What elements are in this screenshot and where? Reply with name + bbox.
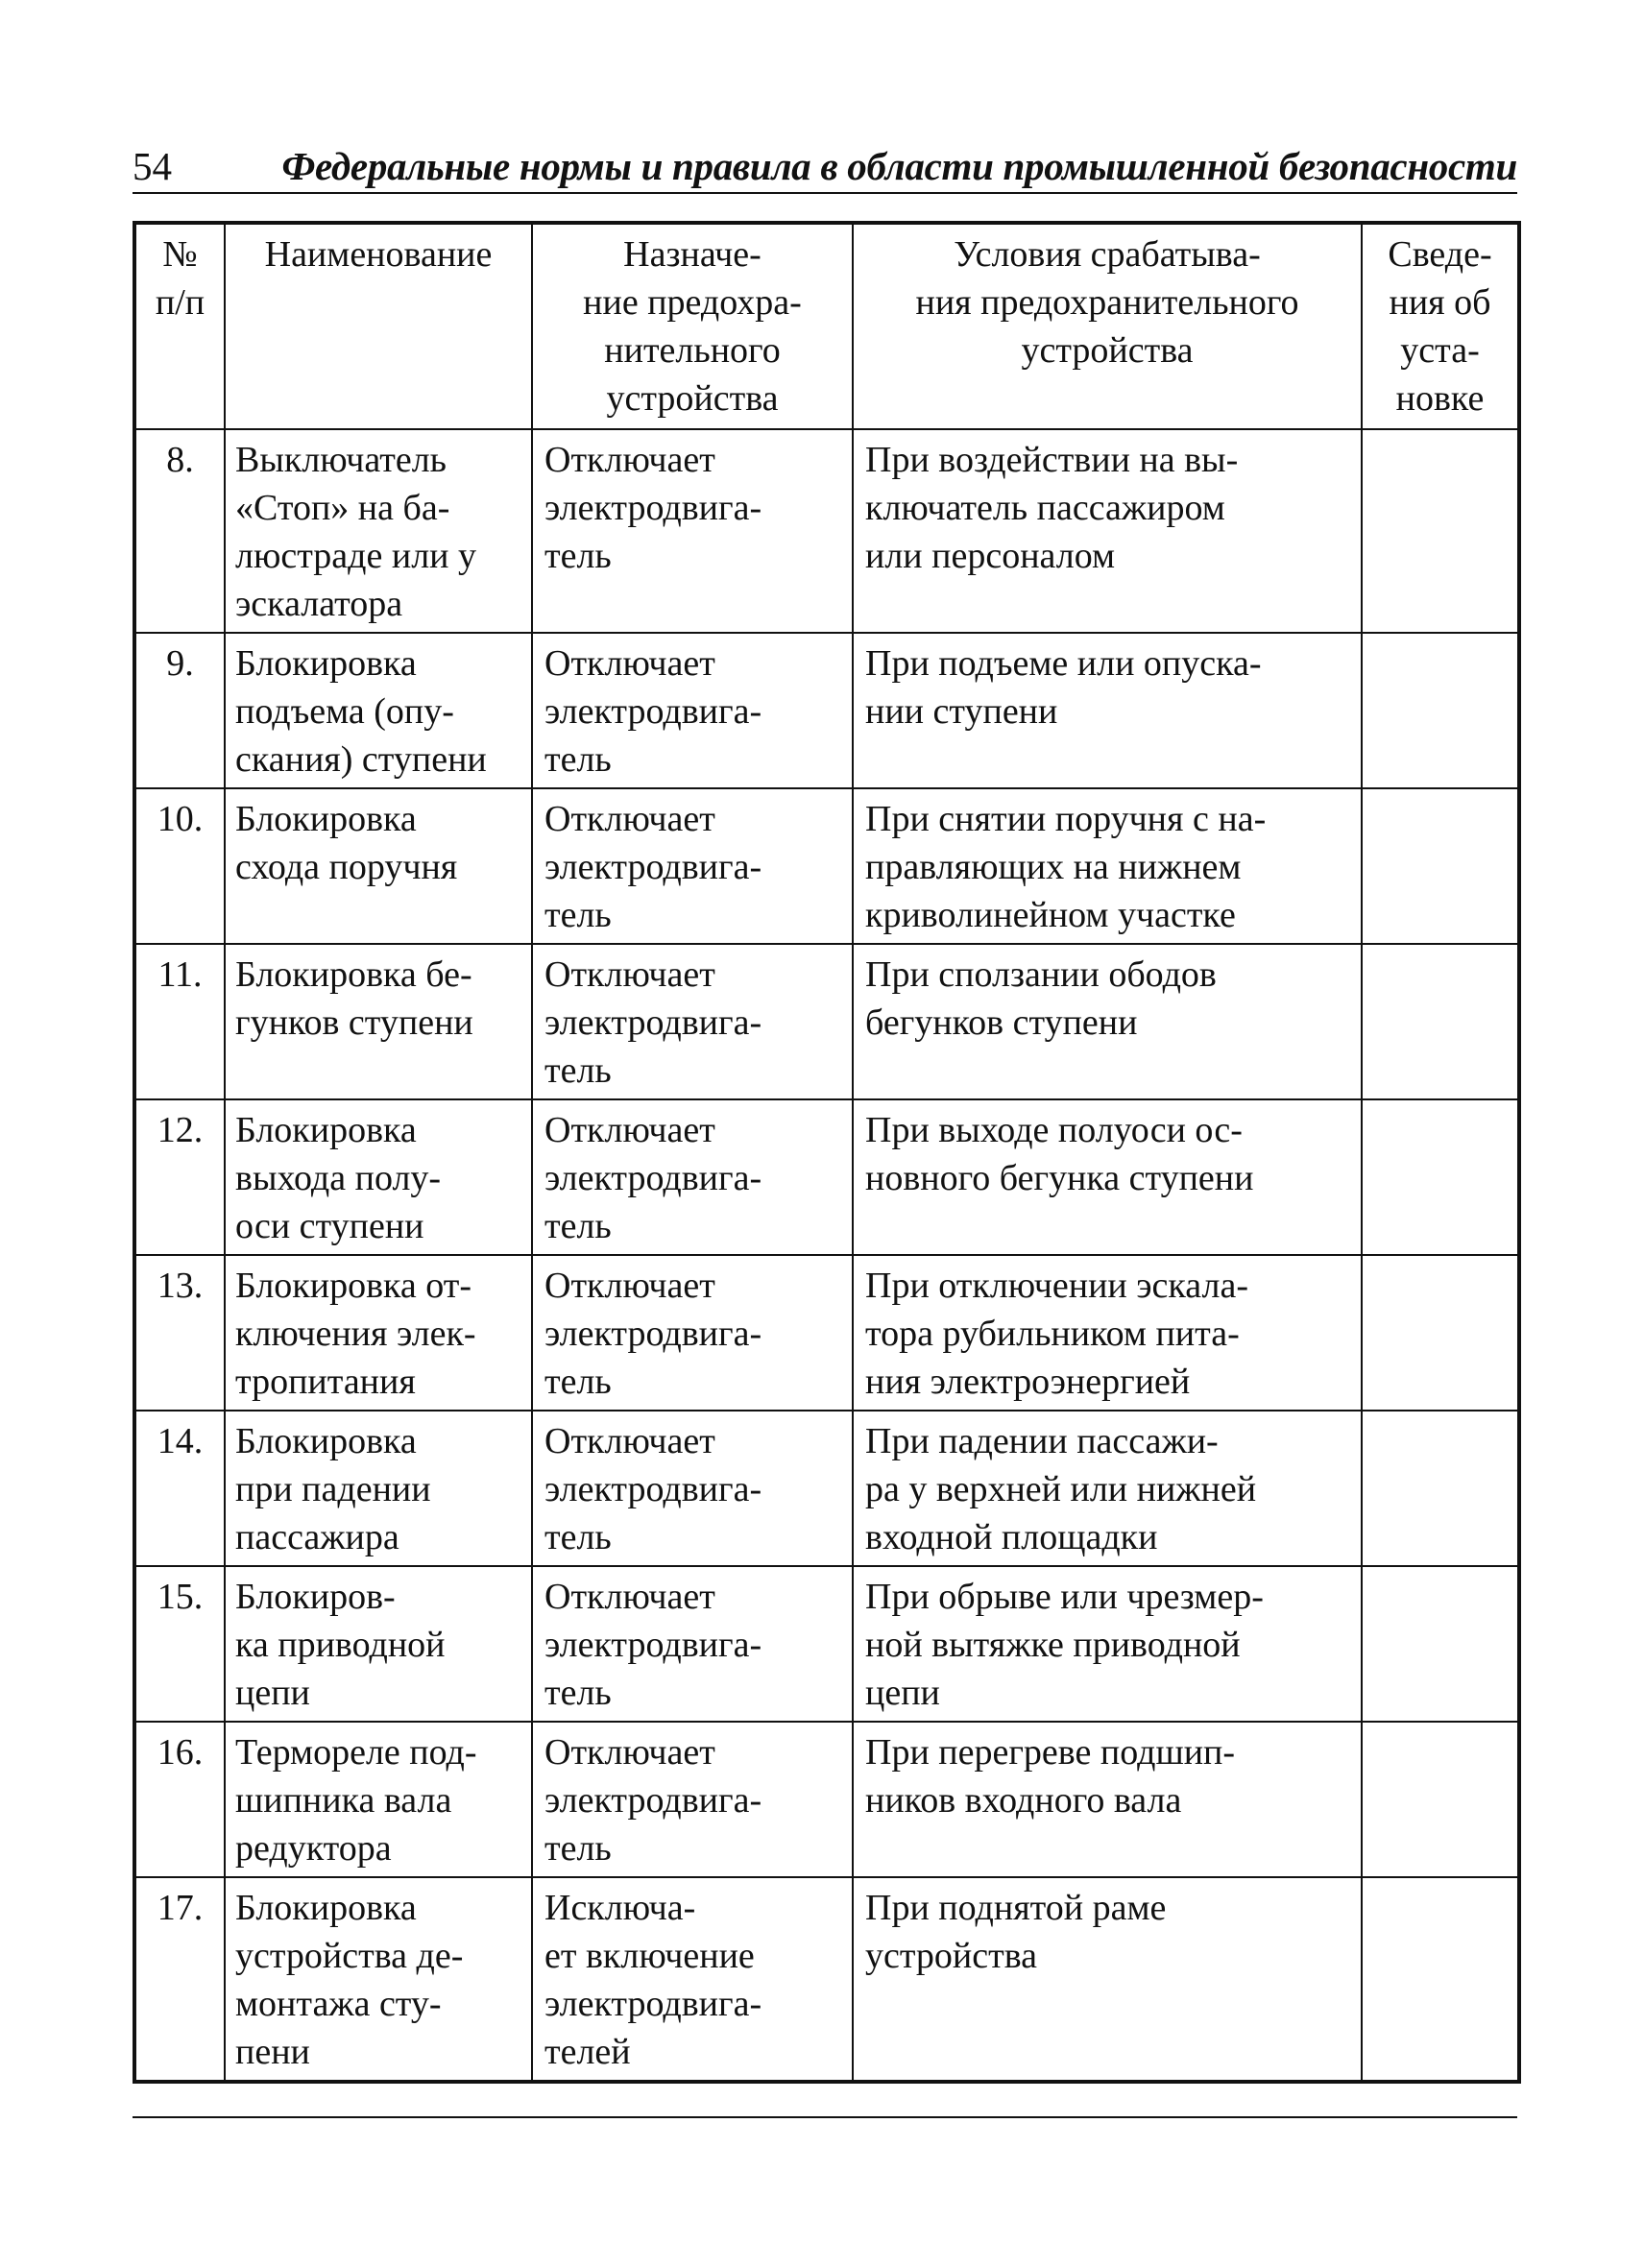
trigger-conditions-cell <box>853 1411 1362 1566</box>
trigger-conditions-cell-line: криволинейном участке <box>865 895 1236 935</box>
table-row <box>134 788 1519 944</box>
page-number: 54 <box>133 144 172 188</box>
device-name-cell-line: схода поручня <box>235 847 458 887</box>
device-purpose-cell-line: Отключает <box>544 1421 715 1461</box>
column-header-info <box>1362 223 1519 429</box>
trigger-conditions-cell-line: бегунков ступени <box>865 1002 1138 1043</box>
device-purpose-cell-line: телей <box>544 2032 631 2072</box>
device-purpose-cell <box>532 1411 853 1566</box>
device-purpose-cell-line: электродвига- <box>544 1002 762 1043</box>
device-purpose-cell-line: тель <box>544 1206 612 1246</box>
device-purpose-cell-line: Отключает <box>544 1266 715 1306</box>
column-header-conditions-line: ния предохранительного <box>915 282 1299 323</box>
trigger-conditions-cell-line: При обрыве или чрезмер- <box>865 1577 1264 1617</box>
trigger-conditions-cell-line: нии ступени <box>865 691 1058 732</box>
table-header-row <box>134 223 1519 429</box>
trigger-conditions-cell-line: новного бегунка ступени <box>865 1158 1254 1198</box>
table-row <box>134 1566 1519 1722</box>
device-name-cell-line: оси ступени <box>235 1206 424 1246</box>
device-name-cell <box>225 944 532 1099</box>
table-row <box>134 1099 1519 1255</box>
device-purpose-cell-line: электродвига- <box>544 488 762 528</box>
table-header <box>134 223 1519 429</box>
device-purpose-cell-line: Отключает <box>544 799 715 839</box>
device-name-cell-line: Блокировка <box>235 799 417 839</box>
device-name-cell-line: «Стоп» на ба- <box>235 488 450 528</box>
column-header-info-line: уста- <box>1400 330 1480 371</box>
device-purpose-cell <box>532 1722 853 1877</box>
device-purpose-cell-line: электродвига- <box>544 691 762 732</box>
row-number-cell: 11. <box>134 944 225 1099</box>
column-header-purpose-line: нительного <box>604 330 781 371</box>
row-number-cell: 10. <box>134 788 225 944</box>
trigger-conditions-cell-line: устройства <box>865 1936 1038 1976</box>
column-header-info-line: Сведе- <box>1388 234 1492 275</box>
device-name-cell <box>225 1566 532 1722</box>
device-purpose-cell-line: электродвига- <box>544 1780 762 1821</box>
trigger-conditions-cell <box>853 1566 1362 1722</box>
installation-info-cell <box>1362 1255 1519 1411</box>
device-purpose-cell-line: Отключает <box>544 1110 715 1150</box>
device-name-cell-line: шипника вала <box>235 1780 452 1821</box>
device-purpose-cell-line: Исключа- <box>544 1888 696 1928</box>
device-name-cell-line: Блокиров- <box>235 1577 396 1617</box>
trigger-conditions-cell-line: или персоналом <box>865 536 1116 576</box>
device-purpose-cell <box>532 944 853 1099</box>
column-header-name-line: Наименование <box>264 234 493 275</box>
device-name-cell-line: скания) ступени <box>235 739 487 780</box>
column-header-purpose <box>532 223 853 429</box>
trigger-conditions-cell-line: При отключении эскала- <box>865 1266 1248 1306</box>
installation-info-cell <box>1362 788 1519 944</box>
device-purpose-cell-line: электродвига- <box>544 1984 762 2024</box>
device-purpose-cell-line: Отключает <box>544 1577 715 1617</box>
device-purpose-cell-line: тель <box>544 1050 612 1091</box>
device-purpose-cell-line: электродвига- <box>544 1314 762 1354</box>
trigger-conditions-cell-line: При воздействии на вы- <box>865 440 1239 480</box>
device-name-cell <box>225 788 532 944</box>
device-name-cell <box>225 1877 532 2082</box>
row-number-cell: 14. <box>134 1411 225 1566</box>
device-purpose-cell <box>532 1255 853 1411</box>
trigger-conditions-cell-line: ной вытяжке приводной <box>865 1625 1241 1665</box>
trigger-conditions-cell-line: входной площадки <box>865 1517 1158 1557</box>
device-name-cell-line: люстраде или у <box>235 536 476 576</box>
trigger-conditions-cell-line: При выходе полуоси ос- <box>865 1110 1243 1150</box>
device-name-cell-line: Блокировка от- <box>235 1266 472 1306</box>
column-header-number <box>134 223 225 429</box>
trigger-conditions-cell <box>853 788 1362 944</box>
device-name-cell-line: ключения элек- <box>235 1314 476 1354</box>
device-purpose-cell-line: электродвига- <box>544 1625 762 1665</box>
table-row <box>134 1255 1519 1411</box>
column-header-number-line: № <box>162 234 198 275</box>
device-name-cell-line: пени <box>235 2032 310 2072</box>
device-name-cell-line: Блокировка <box>235 1110 417 1150</box>
table-row <box>134 1722 1519 1877</box>
trigger-conditions-cell-line: правляющих на нижнем <box>865 847 1242 887</box>
device-name-cell <box>225 1722 532 1877</box>
device-purpose-cell-line: Отключает <box>544 1732 715 1773</box>
device-purpose-cell-line: Отключает <box>544 954 715 995</box>
installation-info-cell <box>1362 429 1519 633</box>
safety-devices-table <box>133 221 1521 2084</box>
row-number-cell: 12. <box>134 1099 225 1255</box>
device-purpose-cell-line: тель <box>544 1517 612 1557</box>
column-header-purpose-line: устройства <box>606 378 779 419</box>
trigger-conditions-cell-line: тора рубильником пита- <box>865 1314 1240 1354</box>
device-name-cell-line: выхода полу- <box>235 1158 442 1198</box>
column-header-conditions-line: Условия срабатыва- <box>954 234 1261 275</box>
trigger-conditions-cell <box>853 633 1362 788</box>
column-header-name <box>225 223 532 429</box>
trigger-conditions-cell-line: ников входного вала <box>865 1780 1182 1821</box>
device-name-cell <box>225 429 532 633</box>
trigger-conditions-cell-line: При подъеме или опуска- <box>865 643 1262 684</box>
trigger-conditions-cell-line: При перегреве подшип- <box>865 1732 1236 1773</box>
device-name-cell-line: Блокировка <box>235 1888 417 1928</box>
column-header-purpose-line: Назначе- <box>623 234 762 275</box>
device-name-cell <box>225 1099 532 1255</box>
device-purpose-cell-line: тель <box>544 1673 612 1713</box>
trigger-conditions-cell <box>853 1255 1362 1411</box>
installation-info-cell <box>1362 633 1519 788</box>
trigger-conditions-cell-line: ра у верхней или нижней <box>865 1469 1257 1509</box>
device-purpose-cell <box>532 1566 853 1722</box>
trigger-conditions-cell-line: цепи <box>865 1673 940 1713</box>
device-purpose-cell <box>532 1099 853 1255</box>
trigger-conditions-cell-line: При снятии поручня с на- <box>865 799 1267 839</box>
device-purpose-cell-line: Отключает <box>544 440 715 480</box>
device-purpose-cell <box>532 429 853 633</box>
device-purpose-cell-line: тель <box>544 895 612 935</box>
device-purpose-cell-line: тель <box>544 1828 612 1869</box>
trigger-conditions-cell <box>853 944 1362 1099</box>
installation-info-cell <box>1362 1411 1519 1566</box>
column-header-info-line: ния об <box>1389 282 1491 323</box>
table-row <box>134 944 1519 1099</box>
trigger-conditions-cell <box>853 1099 1362 1255</box>
table-row <box>134 429 1519 633</box>
device-purpose-cell-line: тель <box>544 536 612 576</box>
device-name-cell-line: эскалатора <box>235 584 403 624</box>
trigger-conditions-cell <box>853 429 1362 633</box>
device-name-cell-line: Блокировка <box>235 643 417 684</box>
trigger-conditions-cell-line: ния электроэнергией <box>865 1362 1191 1402</box>
device-name-cell-line: устройства де- <box>235 1936 464 1976</box>
row-number-cell: 9. <box>134 633 225 788</box>
device-name-cell-line: цепи <box>235 1673 310 1713</box>
column-header-number-line: п/п <box>155 282 206 323</box>
table-row <box>134 1411 1519 1566</box>
table-row <box>134 633 1519 788</box>
device-purpose-cell-line: тель <box>544 1362 612 1402</box>
device-purpose-cell-line: электродвига- <box>544 1158 762 1198</box>
installation-info-cell <box>1362 1566 1519 1722</box>
device-purpose-cell-line: ет включение <box>544 1936 755 1976</box>
device-name-cell-line: гунков ступени <box>235 1002 473 1043</box>
device-purpose-cell-line: электродвига- <box>544 1469 762 1509</box>
trigger-conditions-cell-line: При поднятой раме <box>865 1888 1167 1928</box>
device-name-cell-line: при падении <box>235 1469 431 1509</box>
installation-info-cell <box>1362 1722 1519 1877</box>
device-name-cell <box>225 1255 532 1411</box>
footer-rule <box>133 2116 1517 2118</box>
table-row <box>134 1877 1519 2082</box>
device-name-cell-line: Термореле под- <box>235 1732 477 1773</box>
column-header-info-line: новке <box>1395 378 1485 419</box>
device-name-cell-line: монтажа сту- <box>235 1984 442 2024</box>
installation-info-cell <box>1362 1099 1519 1255</box>
column-header-conditions <box>853 223 1362 429</box>
device-purpose-cell-line: электродвига- <box>544 847 762 887</box>
row-number-cell: 8. <box>134 429 225 633</box>
row-number-cell: 16. <box>134 1722 225 1877</box>
device-purpose-cell-line: тель <box>544 739 612 780</box>
installation-info-cell <box>1362 1877 1519 2082</box>
device-name-cell <box>225 633 532 788</box>
trigger-conditions-cell-line: При падении пассажи- <box>865 1421 1219 1461</box>
trigger-conditions-cell-line: ключатель пассажиром <box>865 488 1225 528</box>
device-purpose-cell-line: Отключает <box>544 643 715 684</box>
device-name-cell-line: ка приводной <box>235 1625 446 1665</box>
device-name-cell-line: Блокировка <box>235 1421 417 1461</box>
column-header-purpose-line: ние предохра- <box>583 282 802 323</box>
table-body <box>134 429 1519 2082</box>
device-name-cell <box>225 1411 532 1566</box>
device-name-cell-line: пассажира <box>235 1517 399 1557</box>
device-purpose-cell <box>532 633 853 788</box>
installation-info-cell <box>1362 944 1519 1099</box>
row-number-cell: 15. <box>134 1566 225 1722</box>
device-purpose-cell <box>532 1877 853 2082</box>
device-name-cell-line: Выключатель <box>235 440 447 480</box>
column-header-conditions-line: устройства <box>1021 330 1194 371</box>
trigger-conditions-cell-line: При сползании ободов <box>865 954 1217 995</box>
device-name-cell-line: редуктора <box>235 1828 392 1869</box>
trigger-conditions-cell <box>853 1877 1362 2082</box>
row-number-cell: 17. <box>134 1877 225 2082</box>
device-name-cell-line: тропитания <box>235 1362 416 1402</box>
device-name-cell-line: подъема (опу- <box>235 691 454 732</box>
row-number-cell: 13. <box>134 1255 225 1411</box>
running-title: Федеральные нормы и правила в области промышленной безопасности <box>281 144 1517 188</box>
device-name-cell-line: Блокировка бе- <box>235 954 472 995</box>
device-purpose-cell <box>532 788 853 944</box>
header-rule <box>133 192 1517 194</box>
trigger-conditions-cell <box>853 1722 1362 1877</box>
